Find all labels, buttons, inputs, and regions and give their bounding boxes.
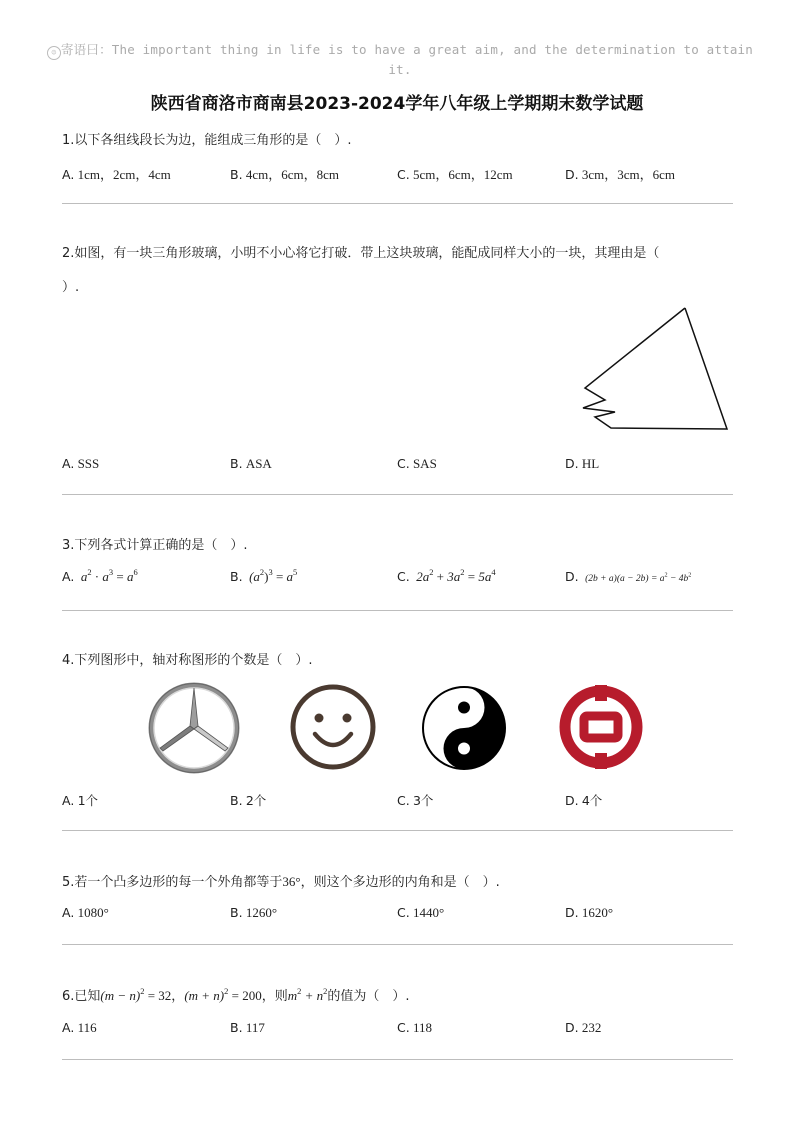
divider — [62, 203, 733, 204]
divider — [62, 944, 733, 945]
motto — [40, 40, 760, 79]
smiley-face-icon — [288, 682, 378, 772]
q6-option-d[interactable]: D. 232 — [565, 1020, 602, 1035]
question-2-line-2: ）. — [62, 280, 80, 295]
divider — [62, 1059, 733, 1060]
divider — [62, 610, 733, 611]
question-3: 3.下列各式计算正确的是（ ）. — [62, 538, 248, 553]
q5-option-a[interactable]: A. 1080° — [62, 905, 109, 920]
q6-option-a[interactable]: A. 116 — [62, 1020, 97, 1035]
smiley-icon: ☺ — [47, 46, 61, 60]
q1-option-b[interactable]: B. 4cm，6cm，8cm — [230, 167, 339, 182]
q3-option-a[interactable]: A. $a^2 \cdot a^3 = a^6$ — [62, 567, 138, 584]
q6-option-c[interactable]: C. 118 — [397, 1020, 432, 1035]
q4-option-b[interactable]: B. 2个 — [230, 793, 267, 808]
broken-triangle-figure — [575, 302, 735, 434]
bank-of-china-logo-icon — [556, 682, 646, 772]
q4-option-d[interactable]: D. 4个 — [565, 793, 603, 808]
q1-option-c[interactable]: C. 5cm，6cm，12cm — [397, 167, 513, 182]
q1-option-d[interactable]: D. 3cm，3cm，6cm — [565, 167, 676, 182]
q2-option-d[interactable]: D. HL — [565, 456, 600, 471]
divider — [62, 830, 733, 831]
q3-option-d[interactable]: D. $(2b + a)(a - 2b) = a^2 - 4b^2$ — [565, 569, 692, 584]
divider — [62, 494, 733, 495]
q1-option-a[interactable]: A. 1cm，2cm，4cm — [62, 167, 171, 182]
q2-option-b[interactable]: B. ASA — [230, 456, 272, 471]
mercedes-logo-icon — [148, 682, 240, 774]
q6-option-b[interactable]: B. 117 — [230, 1020, 265, 1035]
q2-option-c[interactable]: C. SAS — [397, 456, 437, 471]
q5-option-d[interactable]: D. 1620° — [565, 905, 614, 920]
q4-option-c[interactable]: C. 3个 — [397, 793, 434, 808]
q4-option-a[interactable]: A. 1个 — [62, 793, 99, 808]
question-5: 5.若一个凸多边形的每一个外角都等于36°，则这个多边形的内角和是（ ）. — [62, 874, 500, 890]
question-6: 6.已知$(m - n)^2 = 32$，$(m + n)^2 = 200$，则$m^2 + n^2$的值为（ ）. — [62, 986, 410, 1004]
question-1: 1.以下各组线段长为边，能组成三角形的是（ ）. — [62, 133, 352, 148]
question-4: 4.下列图形中，轴对称图形的个数是（ ）. — [62, 653, 313, 668]
yin-yang-icon — [420, 684, 508, 772]
q2-option-a[interactable]: A. SSS — [62, 456, 100, 471]
motto-text: 寄语曰：The important thing in life is to have a great aim, and the determination to attain it. — [60, 42, 754, 77]
question-2-line-1: 2.如图，有一块三角形玻璃，小明不小心将它打破．带上这块玻璃，能配成同样大小的一块，其理由是（ — [62, 246, 660, 261]
q3-option-b[interactable]: B. $(a^2)^3 = a^5$ — [230, 567, 298, 584]
page-title: 陕西省商洛市商南县2023-2024学年八年级上学期期末数学试题 — [150, 94, 644, 114]
q5-option-c[interactable]: C. 1440° — [397, 905, 445, 920]
q3-option-c[interactable]: C. $2a^2 + 3a^2 = 5a^4$ — [397, 567, 496, 584]
q5-option-b[interactable]: B. 1260° — [230, 905, 278, 920]
